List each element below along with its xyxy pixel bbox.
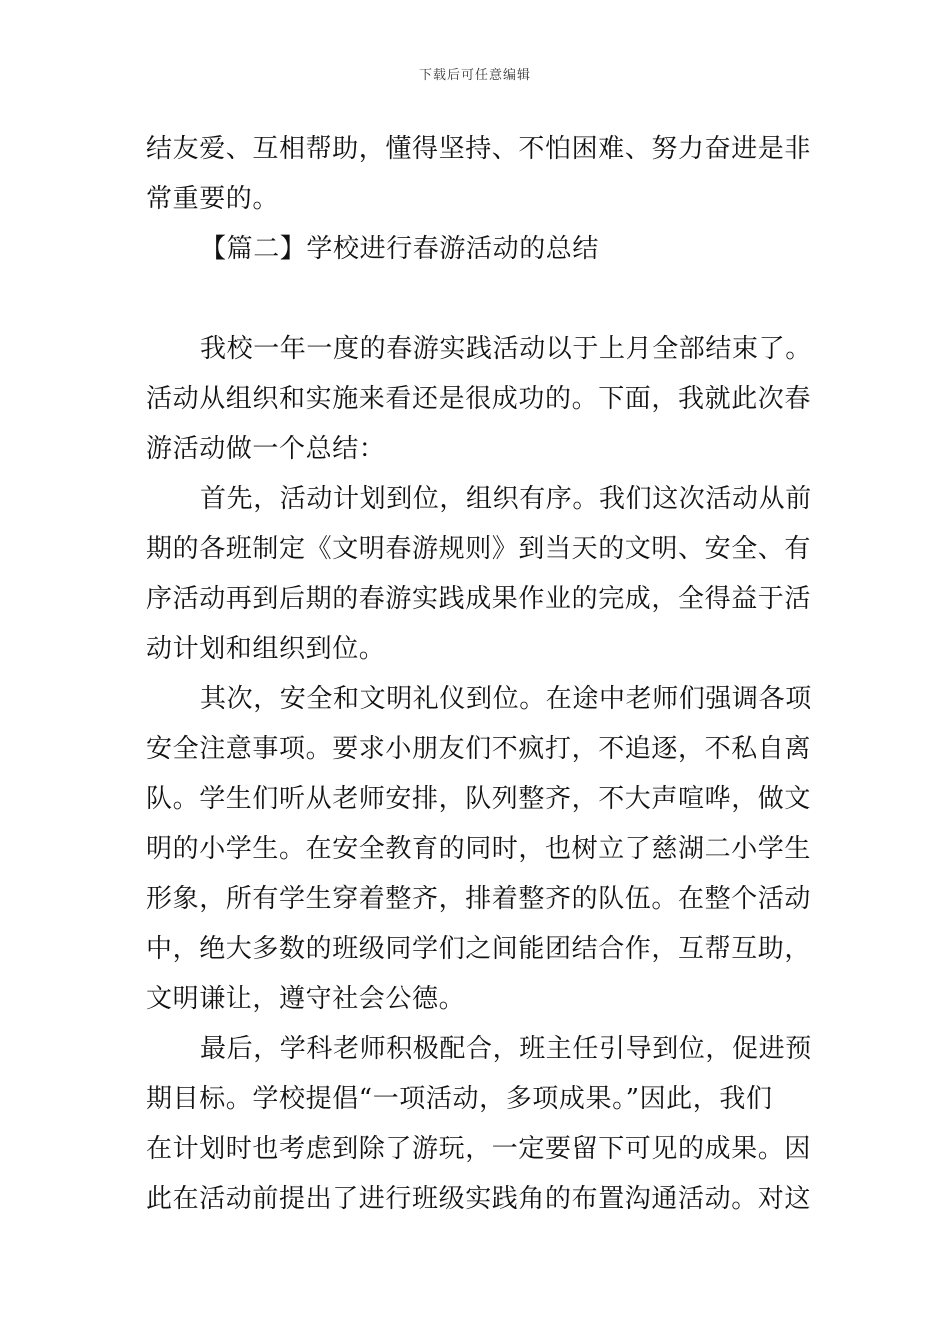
paragraph-continuation	[146, 124, 812, 274]
text-line: 我校一年一度的春游实践活动以于上月全部结束了。	[200, 334, 812, 364]
text-line: 期的各班制定《文明春游规则》到当天的文明、安全、有	[146, 534, 812, 564]
text-line: 此在活动前提出了进行班级实践角的布置沟通活动。对这	[146, 1184, 812, 1214]
text-line: 序活动再到后期的春游实践成果作业的完成，全得益于活	[146, 584, 812, 614]
text-line: 动计划和组织到位。	[146, 634, 386, 664]
text-line: 首先，活动计划到位，组织有序。我们这次活动从前	[200, 484, 812, 514]
text-line: 活动从组织和实施来看还是很成功的。下面，我就此次春	[146, 384, 812, 414]
text-line: 游活动做一个总结：	[146, 434, 386, 464]
text-line: 明的小学生。在安全教育的同时，也树立了慈湖二小学生	[146, 834, 812, 864]
section-title: 【篇二】学校进行春游活动的总结	[200, 234, 600, 264]
text-line: 安全注意事项。要求小朋友们不疯打，不追逐，不私自离	[146, 734, 812, 764]
text-line: 中，绝大多数的班级同学们之间能团结合作，互帮互助，	[146, 934, 812, 964]
text-line: 队。学生们听从老师安排，队列整齐，不大声喧哗，做文	[146, 784, 812, 814]
page-header: 下载后可任意编辑	[418, 68, 531, 83]
text-line: 最后，学科老师积极配合，班主任引导到位，促进预	[200, 1034, 812, 1064]
text-line: 期目标。学校提倡“一项活动，多项成果。”因此，我们	[146, 1084, 773, 1114]
text-line: 常重要的。	[146, 184, 280, 214]
text-line: 在计划时也考虑到除了游玩，一定要留下可见的成果。因	[146, 1134, 812, 1164]
text-line: 形象，所有学生穿着整齐，排着整齐的队伍。在整个活动	[146, 884, 812, 914]
text-line: 文明谦让，遵守社会公德。	[146, 984, 466, 1014]
text-line: 结友爱、互相帮助，懂得坚持、不怕困难、努力奋进是非	[146, 134, 812, 164]
article-body	[146, 324, 812, 1224]
text-line: 其次，安全和文明礼仪到位。在途中老师们强调各项	[200, 684, 812, 714]
